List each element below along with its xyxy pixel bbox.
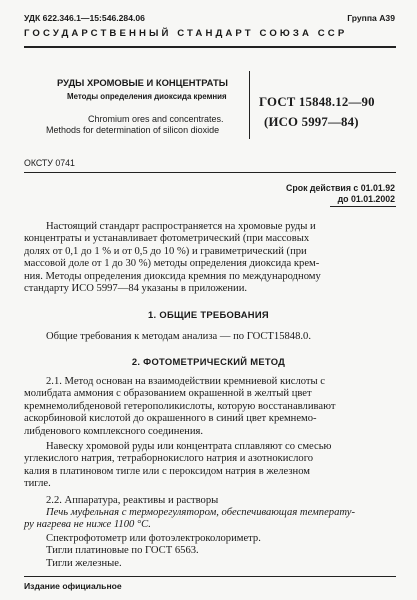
p22-heading: 2.2. Аппаратура, реактивы и растворы (46, 495, 219, 506)
state-standard-banner: ГОСУДАРСТВЕННЫЙ СТАНДАРТ СОЮЗА ССР (24, 28, 348, 39)
subtitle-ru: Методы определения диоксида кремния (67, 92, 227, 101)
intro-line: концентраты и устанавливает фотометрический (при массовых (24, 233, 310, 245)
p22-italic-line: Печь муфельная с терморегулятором, обеспечивающая температу- (46, 507, 355, 518)
intro-line: Настоящий стандарт распространяется на хромовые руды и (46, 221, 316, 232)
title-en-line1: Chromium ores and concentrates. (88, 114, 224, 124)
p21b-paragraph (24, 441, 396, 491)
p21-line: молибдата аммония с образованием окрашенной в желтый цвет (24, 388, 312, 400)
p21-line: аскорбиновой кислотой до окрашенного в синий цвет кремнемо- (24, 413, 317, 425)
validity-line1: Срок действия с 01.01.92 (285, 183, 395, 193)
udk-code: УДК 622.346.1—15:546.284.06 (24, 13, 145, 23)
intro-line: массовой доле от 1 до 30 %) методы определения диоксида крем- (24, 258, 320, 270)
p21-paragraph (24, 376, 396, 438)
p22-italic-line: ру нагрева не ниже 1100 °С. (24, 519, 151, 531)
p21b-line: углекислого натрия, тетраборнокислого натрия и азотнокислого (24, 453, 314, 465)
iso-number: (ИСО 5997—84) (264, 115, 359, 129)
p21-line: 2.1. Метод основан на взаимодействии кремниевой кислоты с (46, 376, 326, 387)
official-edition: Издание официальное (24, 581, 122, 591)
equipment-item: Спектрофотометр или фотоэлектроколориметр. (46, 533, 261, 544)
equipment-list (24, 533, 396, 570)
intro-line: долях от 0,1 до 1 % и от 0,5 до 10 %) и гравиметрический (при (24, 245, 307, 257)
section1-text: Общие требования к методам анализа — по ГОСТ15848.0. (46, 331, 311, 342)
okstu-rule (24, 172, 396, 173)
intro-line: стандарту ИСО 5997—84 указаны в приложении. (24, 283, 248, 295)
group-code: Группа А39 (347, 13, 395, 23)
footer-rule (24, 576, 396, 577)
title-divider (249, 71, 250, 139)
equipment-item: Тигли железные. (46, 557, 122, 569)
p22-italic-paragraph (24, 507, 396, 532)
intro-line: ния. Методы определения диоксида кремния по международному (24, 270, 321, 282)
p21-line: либденового комплексного соединения. (24, 425, 204, 437)
p21b-line: калия в платиновом тигле или с пероксидом натрия в железном (24, 465, 311, 477)
validity-line2: до 01.01.2002 (337, 194, 395, 204)
title-ru: РУДЫ ХРОМОВЫЕ И КОНЦЕНТРАТЫ (57, 77, 228, 88)
p21-line: кремнемолибденовой гетерополикислоты, которую восстанавливают (24, 400, 336, 412)
gost-number: ГОСТ 15848.12—90 (259, 95, 375, 109)
p21b-line: Навеску хромовой руды или концентрата сплавляют со смесью (46, 441, 332, 452)
header-rule (24, 46, 396, 48)
p21b-line: тигле. (24, 478, 51, 490)
equipment-item: Тигли платиновые по ГОСТ 6563. (46, 545, 199, 557)
title-en-line2: Methods for determination of silicon dioxide (46, 125, 220, 135)
section2-heading: 2. ФОТОМЕТРИЧЕСКИЙ МЕТОД (131, 356, 286, 367)
section1-heading: 1. ОБЩИЕ ТРЕБОВАНИЯ (148, 309, 269, 320)
intro-paragraph (24, 221, 396, 295)
okstu-code: ОКСТУ 0741 (24, 158, 75, 168)
validity-underline (330, 206, 396, 207)
